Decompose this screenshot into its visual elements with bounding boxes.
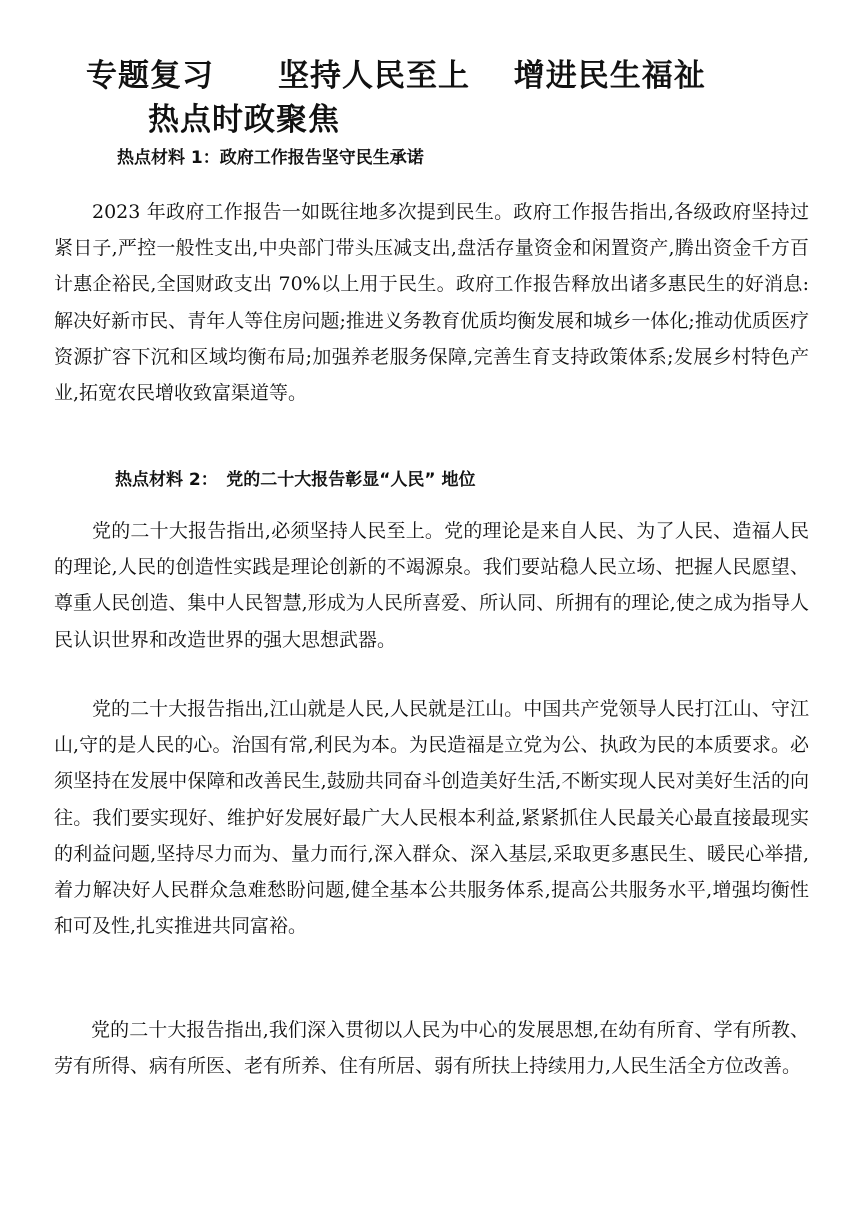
material-1-heading: 热点材料 1：政府工作报告坚守民生承诺: [117, 148, 424, 168]
material-2-paragraph-1: 党的二十大报告指出,必须坚持人民至上。党的理论是来自人民、为了人民、造福人民的理论,人民的创造性实践是理论创新的不竭源泉。我们要站稳人民立场、把握人民愿望、尊重人民创造、集中人民智慧,形成为人民所喜爱、所认同、所拥有的理论,使之成为指导人民认识世界和改造世界的强大思想武器。: [54, 520, 809, 651]
material-1-paragraph: 2023 年政府工作报告一如既往地多次提到民生。政府工作报告指出,各级政府坚持过紧日子,严控一般性支出,中央部门带头压减支出,盘活存量资金和闲置资产,腾出资金千方百计惠企裕民,全国财政支出 70%以上用于民生。政府工作报告释放出诸多惠民生的好消息:解决好新市民、青年人等住房问题;推进义务教育优质均衡发展和城乡一体化;推动优质医疗资源扩容下沉和区域均衡布局;加强养老服务保障,完善生育支持政策体系;发展乡村特色产业,拓宽农民增收致富渠道等。: [54, 201, 809, 405]
document-subtitle: 热点时政聚焦: [148, 102, 340, 138]
material-2-paragraph-3: 党的二十大报告指出,我们深入贯彻以人民为中心的发展思想,在幼有所育、学有所教、劳有所得、病有所医、老有所养、住有所居、弱有所扶上持续用力,人民生活全方位改善。: [54, 1019, 809, 1078]
material-2-paragraph-2: 党的二十大报告指出,江山就是人民,人民就是江山。中国共产党领导人民打江山、守江山,守的是人民的心。治国有常,利民为本。为民造福是立党为公、执政为民的本质要求。必须坚持在发展中保障和改善民生,鼓励共同奋斗创造美好生活,不断实现人民对美好生活的向往。我们要实现好、维护好发展好最广大人民根本利益,紧紧抓住人民最关心最直接最现实的利益问题,坚持尽力而为、量力而行,深入群众、深入基层,采取更多惠民生、暖民心举措,着力解决好人民群众急难愁盼问题,健全基本公共服务体系,提高公共服务水平,增强均衡性和可及性,扎实推进共同富裕。: [54, 698, 809, 938]
material-2-heading: 热点材料 2： 党的二十大报告彰显“人民” 地位: [115, 470, 476, 490]
document-title: 专题复习 坚持人民至上 增进民生福祉: [86, 58, 706, 94]
